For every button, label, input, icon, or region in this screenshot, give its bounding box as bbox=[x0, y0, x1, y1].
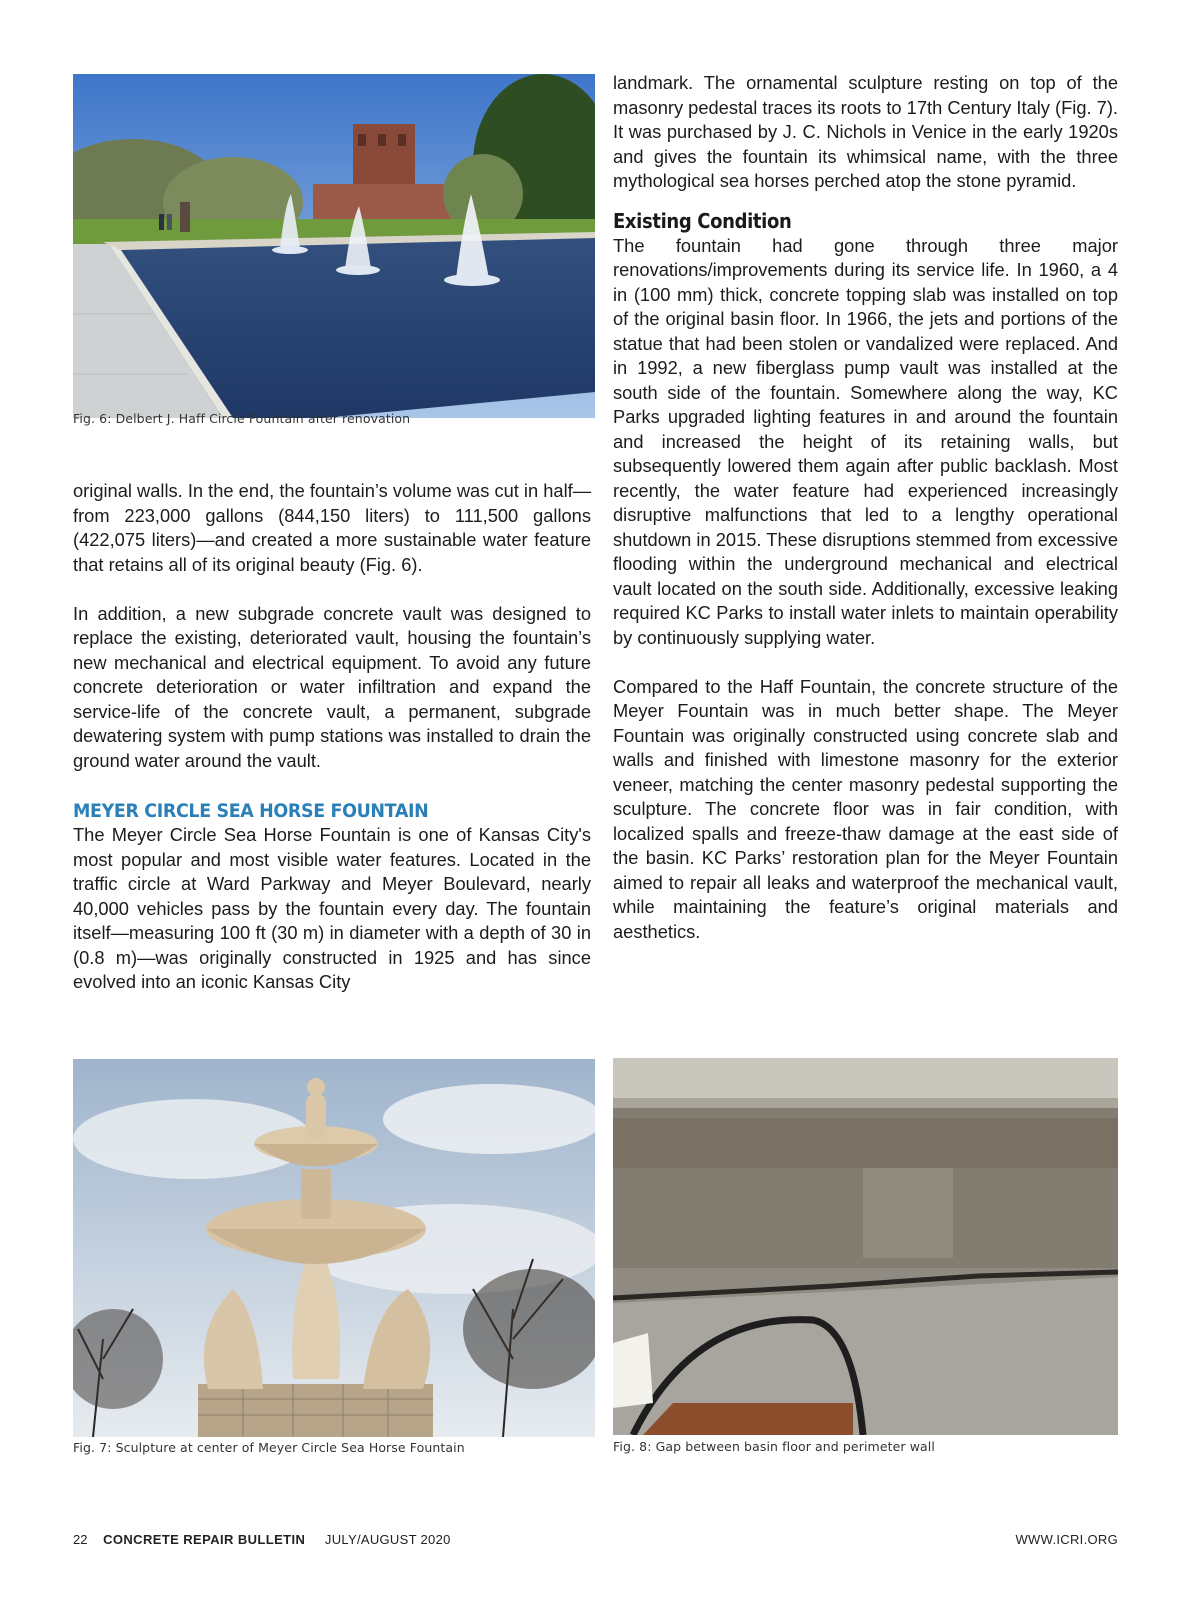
fig8-caption: Fig. 8: Gap between basin floor and perimeter wall bbox=[613, 1439, 935, 1454]
publication-name: CONCRETE REPAIR BULLETIN bbox=[103, 1532, 306, 1547]
right-paragraph-2: The fountain had gone through three major renovations/improvements during its service life. In 1960, a 4 in (100 mm) thick, concrete topping slab was installed on top of the original basin floor. In 1966, the jets and portions of the statue that had been stolen or vandalized were replaced. And in 1992, a new fiberglass pump vault was installed at the south side of the fountain. Somewhere along the way, KC Parks upgraded lighting features in and around the fountain and increased the height of its retaining walls, but subsequently lowered them again after public backlash. Most recently, the water feature had experienced increasingly disruptive malfunctions that led to a lengthy operational shutdown in 2015. These disruptions stemmed from excessive flooding within the underground mechanical and electrical vault located on the south side. Additionally, excessive leaking required KC Parks to install water inlets to maintain operability by continuously supplying water. bbox=[613, 234, 1118, 648]
right-paragraph-3: Compared to the Haff Fountain, the concrete structure of the Meyer Fountain was in much better shape. The Meyer Fountain was originally constructed using concrete slab and walls and finished with limestone masonry for the exterior veneer, matching the center masonry pedestal supporting the sculpture. The concrete floor was in fair condition, with localized spalls and freeze-thaw damage at the east side of the basin. KC Parks’ restoration plan for the Meyer Fountain aimed to repair all leaks and waterproof the mechanical vault, while maintaining the feature’s original materials and aesthetics. bbox=[613, 675, 1118, 942]
left-paragraph-1: original walls. In the end, the fountain’s volume was cut in half—from 223,000 gallons (844,150 liters) to 111,500 gallons (422,075 liters)—and created a more sustainable water feature that retains all of its original beauty (Fig. 6). bbox=[73, 480, 591, 575]
left-paragraph-3: The Meyer Circle Sea Horse Fountain is one of Kansas City's most popular and most visible water features. Located in the traffic circle at Ward Parkway and Meyer Boulevard, nearly 40,000 vehicles pass by the fountain every day. The fountain itself—measuring 100 ft (30 m) in diameter with a depth of 30 in (0.8 m)—was originally constructed in 1925 and has since evolved into an iconic Kansas City bbox=[73, 824, 591, 992]
fig7-photo bbox=[73, 1059, 595, 1437]
issue-date: JULY/AUGUST 2020 bbox=[324, 1532, 451, 1547]
right-paragraph-1: landmark. The ornamental sculpture resting on top of the masonry pedestal traces its roots to 17th Century Italy (Fig. 7). It was purchased by J. C. Nichols in Venice in the early 1920s and gives the fountain its whimsical name, with the three mythological sea horses perched atop the stone pyramid. bbox=[613, 72, 1118, 191]
page-number: 22 bbox=[73, 1532, 88, 1547]
left-paragraph-2: In addition, a new subgrade concrete vault was designed to replace the existing, deteriorated vault, housing the fountain’s new mechanical and electrical equipment. To avoid any future concrete deterioration or water infiltration and expand the service-life of the concrete vault, a permanent, subgrade dewatering system with pump stations was installed to drain the ground water around the vault. bbox=[73, 602, 591, 771]
left-column bbox=[73, 479, 591, 995]
fig8-photo bbox=[613, 1058, 1118, 1435]
fig6-photo bbox=[73, 74, 595, 418]
website-url: WWW.ICRI.ORG bbox=[1015, 1532, 1118, 1547]
section-heading-meyer: MEYER CIRCLE SEA HORSE FOUNTAIN bbox=[73, 800, 429, 822]
fig7-caption: Fig. 7: Sculpture at center of Meyer Circle Sea Horse Fountain bbox=[73, 1440, 465, 1455]
fig6-caption: Fig. 6: Delbert J. Haff Circle Fountain after renovation bbox=[73, 411, 411, 426]
section-heading-existing-condition: Existing Condition bbox=[613, 208, 792, 233]
page-footer bbox=[73, 1532, 451, 1547]
right-column bbox=[613, 71, 1118, 944]
